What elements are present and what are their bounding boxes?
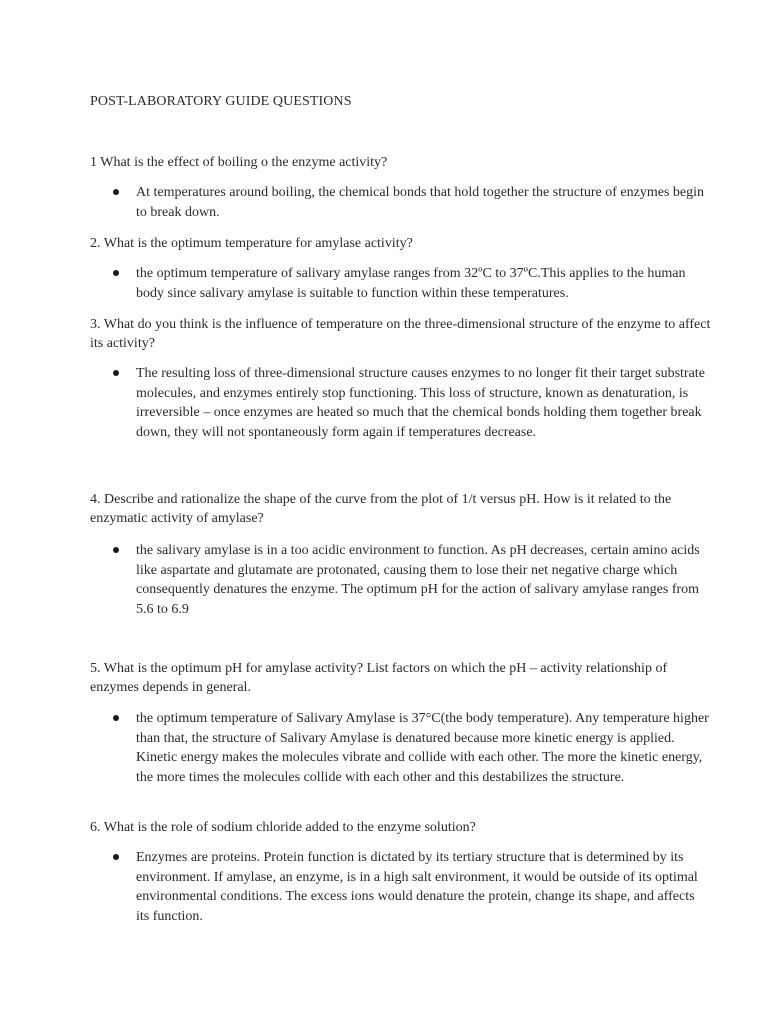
bullet-icon [113,715,119,721]
bullet-icon [113,270,119,276]
bullet-icon [113,189,119,195]
question-3: 3. What do you think is the influence of temperature on the three-dimensional structure of the enzyme to affect its activity? [90,317,711,351]
question-2: 2. What is the optimum temperature for amylase activity? [90,236,413,251]
question-1: 1 What is the effect of boiling o the enzyme activity? [90,155,388,170]
bullet-icon [113,854,119,860]
answer-2: the optimum temperature of salivary amylase ranges from 32ºC to 37ºC.This applies to the human body since salivary amylase is suitable to function within these temperatures. [136,266,686,301]
question-4: 4. Describe and rationalize the shape of the curve from the plot of 1/t versus pH. How is it related to the enzymatic activity of amylase? [90,492,672,526]
answer-1: At temperatures around boiling, the chemical bonds that hold together the structure of enzymes begin to break down. [136,185,704,220]
answer-4: the salivary amylase is in a too acidic environment to function. As pH decreases, certain amino acids like aspartate and glutamate are protonated, causing them to lose their net negative charge which consequently denatures the enzyme. The optimum pH for the action of salivary amylase ranges from 5.6 to 6.9 [136,543,700,617]
page-title: POST-LABORATORY GUIDE QUESTIONS [90,94,352,109]
answer-6: Enzymes are proteins. Protein function is dictated by its tertiary structure that is determined by its environment. If amylase, an enzyme, is in a high salt environment, it would be outside of its optimal environmental conditions. The excess ions would denature the protein, change its shape, and affects its function. [136,850,698,924]
bullet-icon [113,370,119,376]
answer-3: The resulting loss of three-dimensional structure causes enzymes to no longer fit their target substrate molecules, and enzymes entirely stop functioning. This loss of structure, known as denaturation, is irreversible – once enzymes are heated so much that the chemical bonds holding them together break down, they will not spontaneously form again if temperatures decrease. [136,366,705,440]
question-5: 5. What is the optimum pH for amylase activity? List factors on which the pH – activity relationship of enzymes depends in general. [90,661,668,695]
question-6: 6. What is the role of sodium chloride added to the enzyme solution? [90,820,476,835]
answer-5: the optimum temperature of Salivary Amylase is 37°C(the body temperature). Any temperature higher than that, the structure of Salivary Amylase is denatured because more kinetic energy is applied. Kinetic energy makes the molecules vibrate and collide with each other. The more the kinetic energy, the more times the molecules collide with each other and this destabilizes the structure. [136,711,709,785]
bullet-icon [113,547,119,553]
